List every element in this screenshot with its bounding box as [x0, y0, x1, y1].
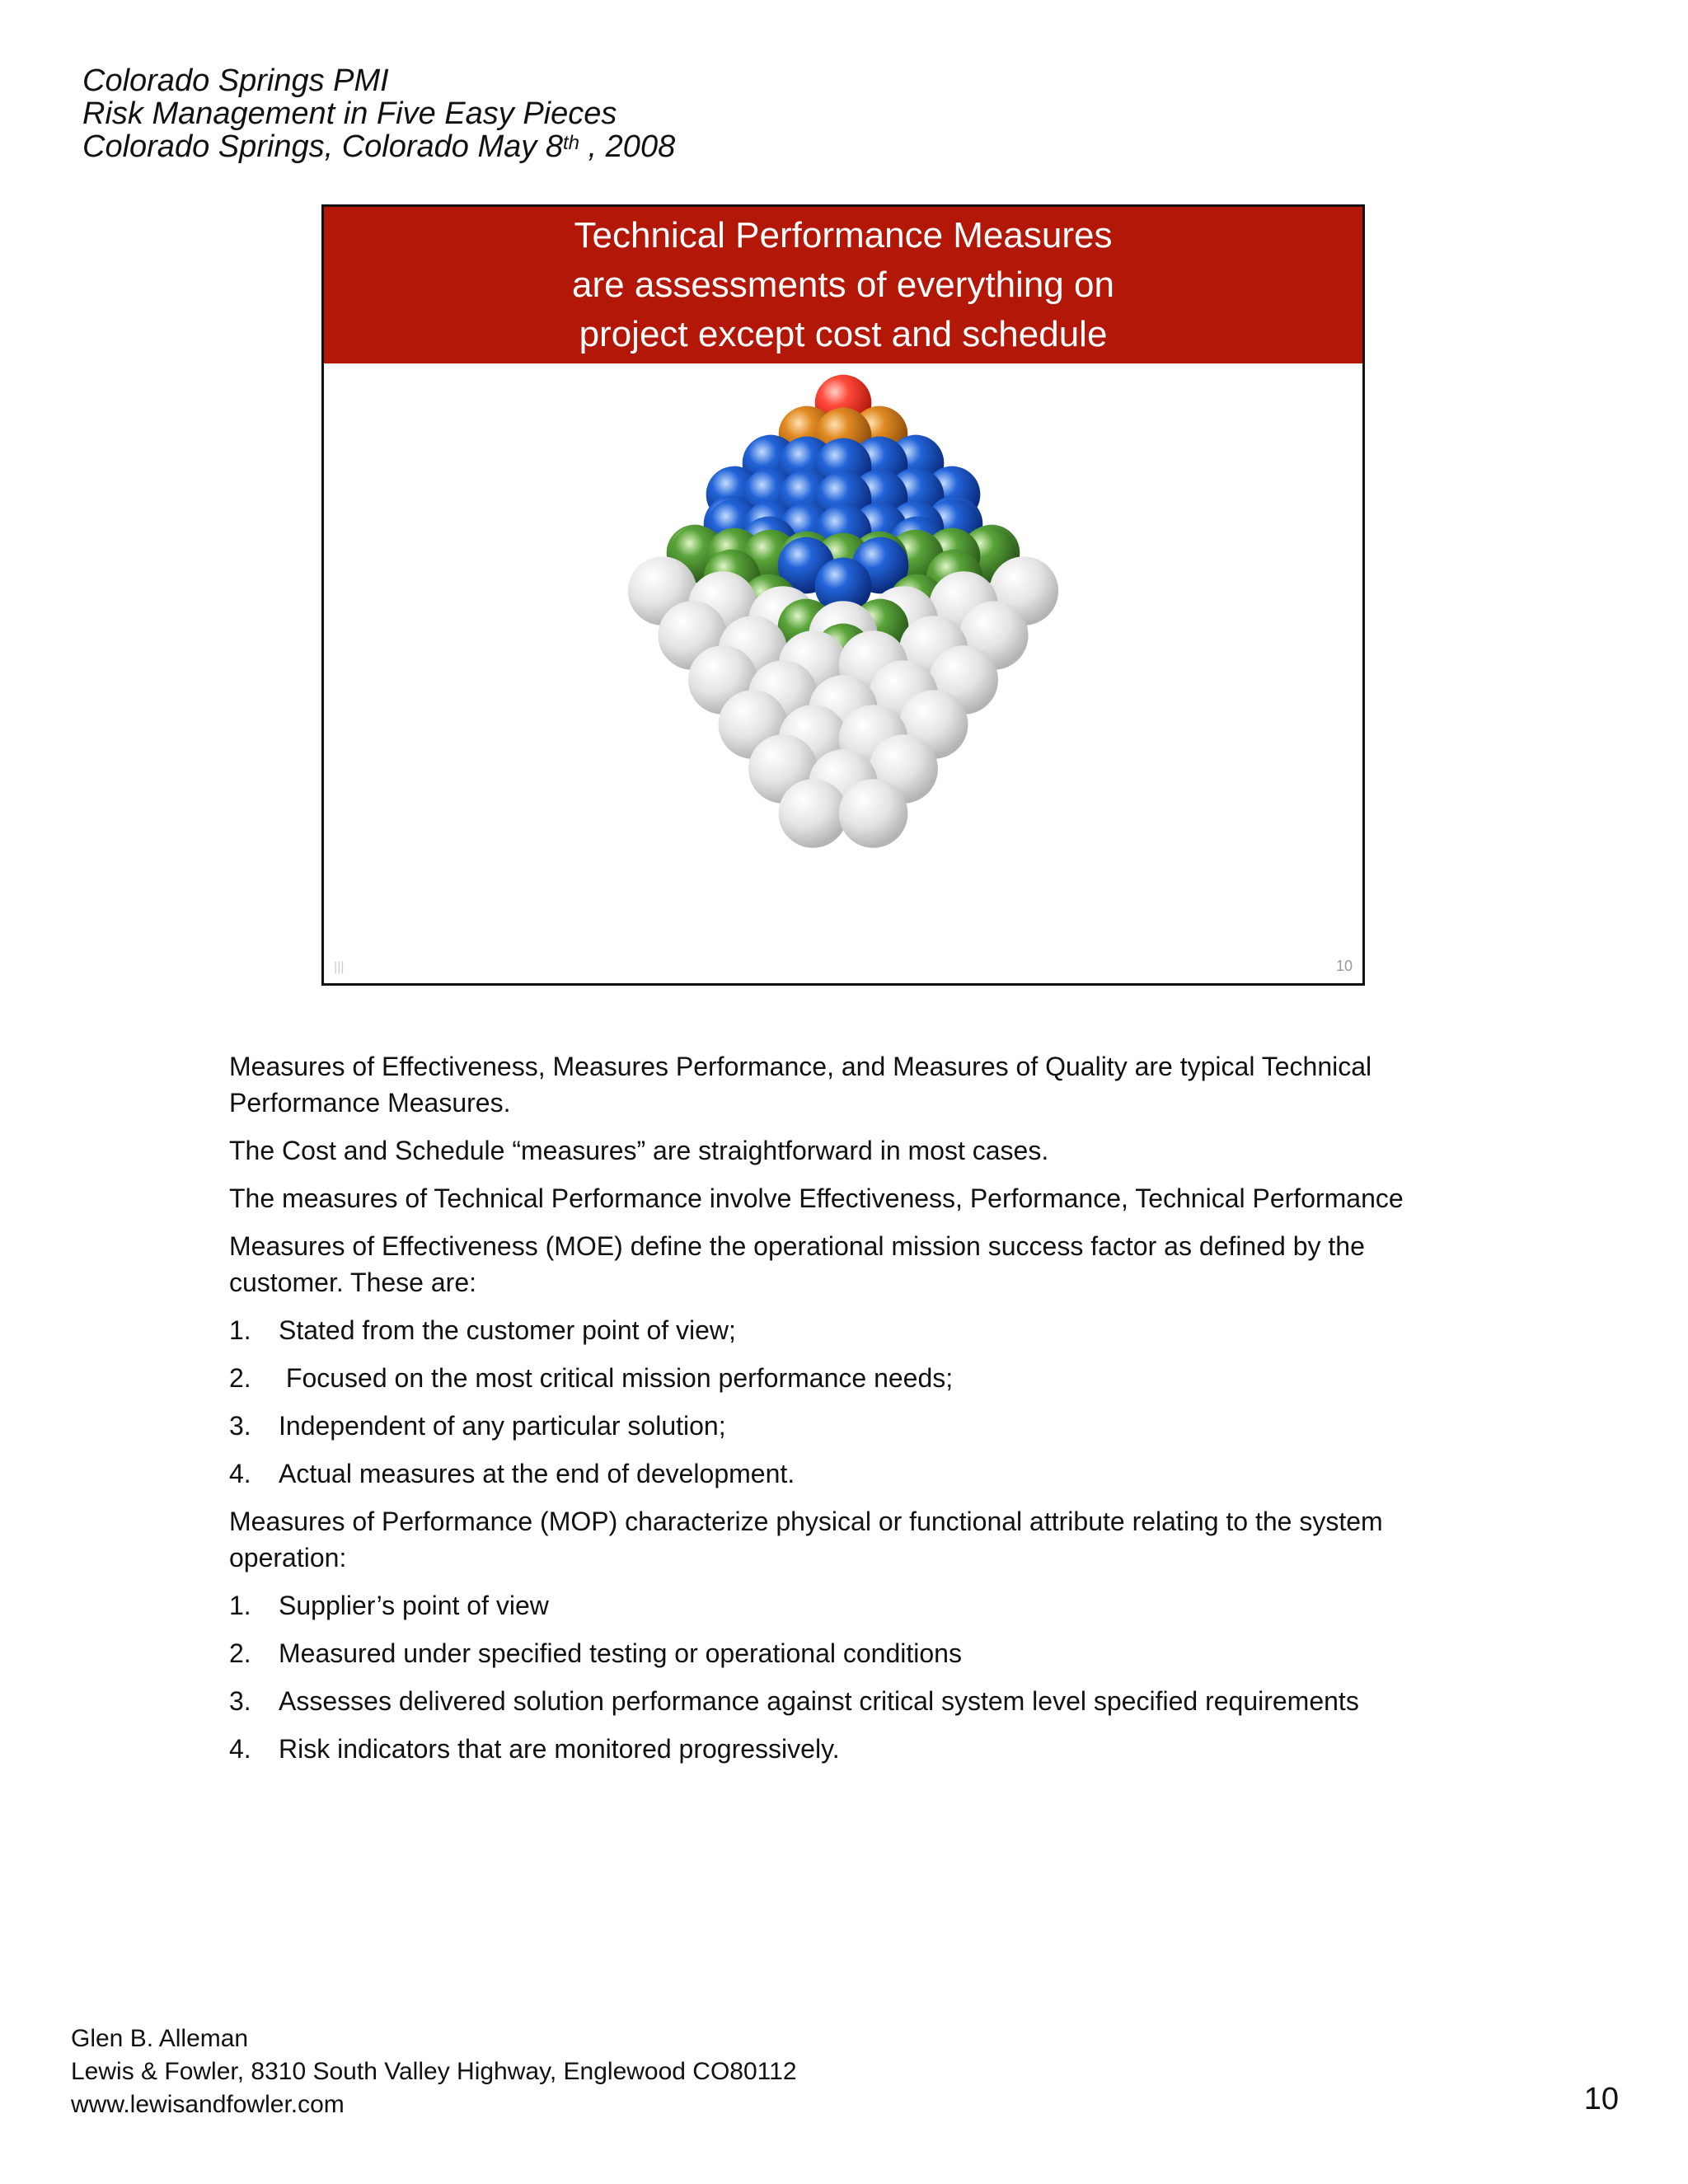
author-address: Lewis & Fowler, 8310 South Valley Highway, Englewood CO80112 [71, 2058, 797, 2085]
sphere [839, 779, 908, 848]
slide-title-line-1: Technical Performance Measures [574, 215, 1113, 255]
list-item: 3. Independent of any particular solution; [229, 1411, 726, 1441]
page-number: 10 [1583, 2082, 1619, 2116]
paragraph-4: Measures of Effectiveness (MOE) define the operational mission success factor as defined by the customer. These are: [229, 1231, 1365, 1297]
sphere-pyramid-image [324, 363, 1362, 986]
author-name: Glen B. Alleman [71, 2025, 249, 2052]
document-header [82, 64, 675, 163]
sphere [779, 779, 848, 848]
paragraph-1: Measures of Effectiveness, Measures Performance, and Measures of Quality are typical Technical Performance Measures. [229, 1052, 1372, 1118]
paragraph-5: Measures of Performance (MOP) characterize physical or functional attribute relating to the system operation: [229, 1507, 1383, 1572]
document-footer [71, 2022, 797, 2121]
list-item: 4. Actual measures at the end of development. [229, 1459, 795, 1488]
header-line-3: Colorado Springs, Colorado May 8th , 2008 [82, 129, 676, 164]
slide-corner-mark: ||| [334, 960, 345, 974]
header-line-2: Risk Management in Five Easy Pieces [82, 96, 617, 131]
list-item: 2. Measured under specified testing or operational conditions [229, 1638, 962, 1668]
header-line-1: Colorado Springs PMI [82, 63, 389, 98]
list-item: 1. Supplier’s point of view [229, 1591, 549, 1620]
paragraph-3: The measures of Technical Performance involve Effectiveness, Performance, Technical Performance [229, 1183, 1404, 1213]
website-link[interactable]: www.lewisandfowler.com [71, 2091, 345, 2118]
slide-title-banner [324, 207, 1362, 363]
slide-title-line-2: are assessments of everything on [572, 265, 1114, 305]
mop-list [229, 1587, 1482, 1767]
body-text [229, 1048, 1482, 1779]
moe-list [229, 1312, 1482, 1492]
slide-figure [321, 204, 1365, 986]
slide-title-line-3: project except cost and schedule [579, 314, 1108, 354]
list-item: 1. Stated from the customer point of view; [229, 1315, 736, 1345]
list-item: 2. Focused on the most critical mission performance needs; [229, 1363, 954, 1393]
slide-number: 10 [1335, 958, 1353, 974]
list-item: 3. Assesses delivered solution performance against critical system level specified requirements [229, 1686, 1359, 1716]
paragraph-2: The Cost and Schedule “measures” are straightforward in most cases. [229, 1136, 1049, 1165]
list-item: 4. Risk indicators that are monitored progressively. [229, 1734, 840, 1764]
